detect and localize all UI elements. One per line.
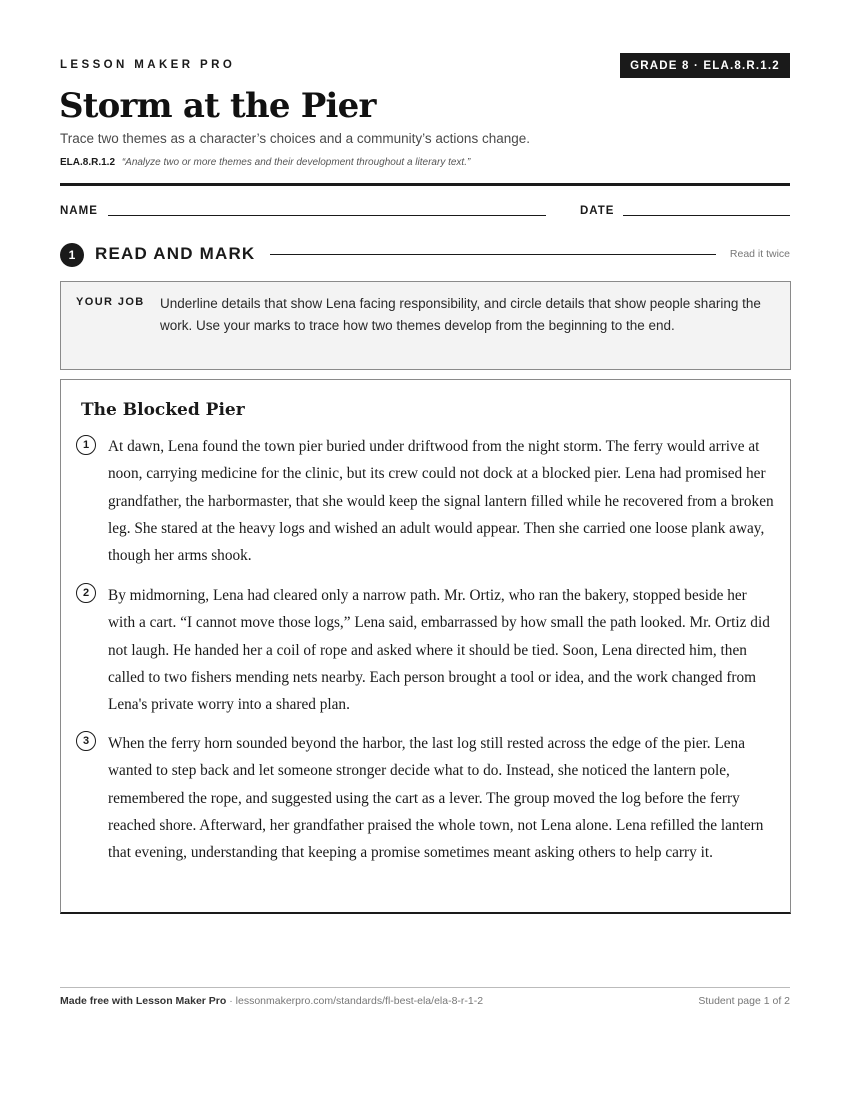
brand-name: LESSON MAKER PRO (60, 59, 236, 71)
date-label: DATE (580, 205, 615, 217)
standard-text: “Analyze two or more themes and their development throughout a literary text.” (121, 157, 471, 168)
paragraph-text: When the ferry horn sounded beyond the harbor, the last log still rested across the edge of the pier. Lena wanted to step back and let someone stronger decide what to do. Instead, she noticed the lantern pole, remembered the rope, and suggested using the cart as a lever. The group moved the log before the ferry reached shore. Afterward, her grandfather praised the whole town, not Lena alone. Lena refilled the lantern that evening, understanding that keeping a promise sometimes meant asking others to help carry it. (108, 735, 764, 862)
worksheet-title: Storm at the Pier (59, 86, 376, 126)
paragraph-number: 1 (76, 435, 96, 455)
instructions-label: YOUR JOB (76, 296, 145, 308)
instructions-box (60, 281, 791, 370)
section-divider (270, 254, 716, 255)
footer-made-with: Made free with Lesson Maker Pro (60, 995, 227, 1007)
paragraph-number: 2 (76, 583, 96, 603)
instructions-text: Underline details that show Lena facing responsibility, and circle details that show people sharing the work. Use your marks to trace how two themes develop from the beginning to the end. (160, 296, 761, 333)
passage-title: The Blocked Pier (81, 400, 245, 420)
section-title: READ AND MARK (95, 244, 256, 263)
paragraph-number: 3 (76, 731, 96, 751)
date-field[interactable] (623, 215, 790, 216)
reading-passage (60, 379, 791, 914)
standard-code: ELA.8.R.1.2 (60, 157, 116, 168)
footer-divider (60, 987, 790, 988)
name-label: NAME (60, 205, 98, 217)
section-number-badge: 1 (60, 243, 84, 267)
header-divider (60, 183, 790, 186)
paragraph-text: By midmorning, Lena had cleared only a narrow path. Mr. Ortiz, who ran the bakery, stopped beside her with a cart. “I cannot move those logs,” Lena said, embarrassed by how small the path looked. Mr. Ortiz did not laugh. He handed her a coil of rope and asked where it should be tied. Soon, Lena directed him, then called to two fishers mending nets nearby. Each person brought a tool or idea, and the work changed from Lena's private worry into a shared plan. (108, 587, 770, 714)
footer-url[interactable]: · lessonmakerpro.com/standards/fl-best-ela/ela-8-r-1-2 (229, 995, 484, 1007)
standard-line (60, 157, 470, 168)
footer-page-number: Student page 1 of 2 (698, 995, 790, 1007)
grade-badge: GRADE 8 · ELA.8.R.1.2 (620, 53, 790, 78)
name-field[interactable] (108, 215, 546, 216)
worksheet-subtitle: Trace two themes as a character’s choices and a community’s actions change. (60, 131, 530, 146)
section-note: Read it twice (729, 248, 790, 260)
footer-credit (60, 995, 483, 1007)
paragraph-text: At dawn, Lena found the town pier buried under driftwood from the night storm. The ferry would arrive at noon, carrying medicine for the clinic, but its crew could not dock at a blocked pier. Lena had promised her grandfather, the harbormaster, that she would keep the signal lantern filled while he recovered from a broken leg. She stared at the heavy logs and wished an adult would appear. Then she carried one loose plank away, though her arms shook. (108, 438, 774, 565)
